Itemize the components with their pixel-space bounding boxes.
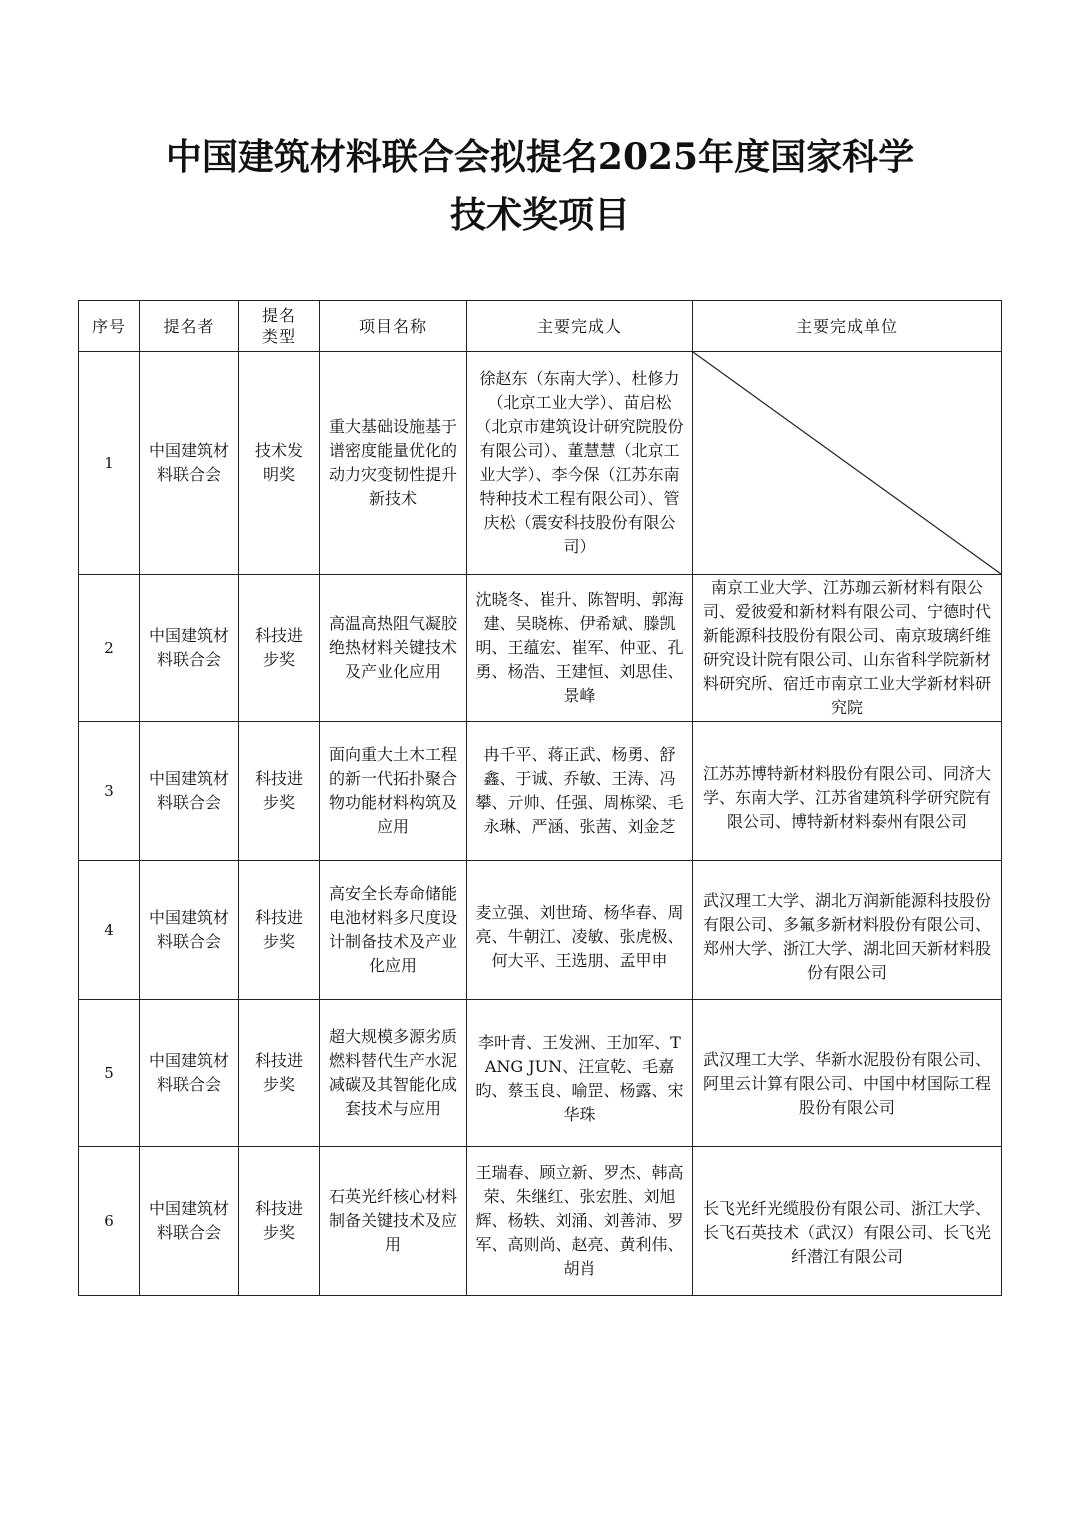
cell-seq: 6 (79, 1147, 140, 1296)
cell-type: 科技进步奖 (239, 1147, 320, 1296)
header-type: 提名类型 (239, 301, 320, 352)
cell-units: 武汉理工大学、湖北万润新能源科技股份有限公司、多氟多新材料股份有限公司、郑州大学、浙江大学、湖北回天新材料股份有限公司 (693, 861, 1002, 1000)
title-line-1: 中国建筑材料联合会拟提名2025年度国家科学 (165, 136, 915, 178)
cell-seq: 4 (79, 861, 140, 1000)
cell-nominator: 中国建筑材料联合会 (140, 575, 239, 722)
header-project: 项目名称 (320, 301, 467, 352)
table-row (79, 861, 1002, 1000)
cell-persons: 王瑞春、顾立新、罗杰、韩高荣、朱继红、张宏胜、刘旭辉、杨轶、刘涌、刘善沛、罗军、高则尚、赵亮、黄利伟、胡肖 (467, 1147, 693, 1296)
header-units: 主要完成单位 (693, 301, 1002, 352)
cell-type: 科技进步奖 (239, 1000, 320, 1147)
nomination-table (78, 300, 1002, 1296)
header-seq: 序号 (79, 301, 140, 352)
document-title (0, 128, 1080, 244)
cell-persons: 沈晓冬、崔升、陈智明、郭海建、吴晓栋、伊希斌、滕凯明、王蕴宏、崔军、仲亚、孔勇、杨浩、王建恒、刘思佳、景峰 (467, 575, 693, 722)
cell-units: 武汉理工大学、华新水泥股份有限公司、阿里云计算有限公司、中国中材国际工程股份有限公司 (693, 1000, 1002, 1147)
header-persons: 主要完成人 (467, 301, 693, 352)
cell-seq: 2 (79, 575, 140, 722)
cell-nominator: 中国建筑材料联合会 (140, 352, 239, 575)
table-row (79, 1147, 1002, 1296)
cell-type: 科技进步奖 (239, 575, 320, 722)
cell-seq: 5 (79, 1000, 140, 1147)
cell-project: 面向重大土木工程的新一代拓扑聚合物功能材料构筑及应用 (320, 722, 467, 861)
cell-project: 石英光纤核心材料制备关键技术及应用 (320, 1147, 467, 1296)
title-line-2: 技术奖项目 (449, 194, 630, 236)
cell-type: 技术发明奖 (239, 352, 320, 575)
cell-nominator: 中国建筑材料联合会 (140, 722, 239, 861)
cell-persons: 麦立强、刘世琦、杨华春、周亮、牛朝江、凌敏、张虎极、何大平、王选朋、孟甲申 (467, 861, 693, 1000)
cell-units-empty (693, 352, 1002, 575)
table-row (79, 722, 1002, 861)
table-row (79, 1000, 1002, 1147)
cell-persons: 李叶青、王发洲、王加军、TANG JUN、汪宣乾、毛嘉昀、蔡玉良、喻罡、杨露、宋华珠 (467, 1000, 693, 1147)
header-nominator: 提名者 (140, 301, 239, 352)
cell-nominator: 中国建筑材料联合会 (140, 861, 239, 1000)
cell-type: 科技进步奖 (239, 861, 320, 1000)
cell-units: 长飞光纤光缆股份有限公司、浙江大学、长飞石英技术（武汉）有限公司、长飞光纤潜江有限公司 (693, 1147, 1002, 1296)
cell-project: 超大规模多源劣质燃料替代生产水泥减碳及其智能化成套技术与应用 (320, 1000, 467, 1147)
cell-nominator: 中国建筑材料联合会 (140, 1147, 239, 1296)
cell-seq: 3 (79, 722, 140, 861)
table-row (79, 352, 1002, 575)
cell-persons: 冉千平、蒋正武、杨勇、舒鑫、于诚、乔敏、王涛、冯攀、亓帅、任强、周栋梁、毛永琳、严涵、张茜、刘金芝 (467, 722, 693, 861)
table-header-row (79, 301, 1002, 352)
table-row (79, 575, 1002, 722)
cell-units: 江苏苏博特新材料股份有限公司、同济大学、东南大学、江苏省建筑科学研究院有限公司、博特新材料泰州有限公司 (693, 722, 1002, 861)
cell-seq: 1 (79, 352, 140, 575)
cell-type: 科技进步奖 (239, 722, 320, 861)
cell-units: 南京工业大学、江苏珈云新材料有限公司、爱彼爱和新材料有限公司、宁德时代新能源科技股份有限公司、南京玻璃纤维研究设计院有限公司、山东省科学院新材料研究所、宿迁市南京工业大学新材料研究院 (693, 575, 1002, 722)
cell-project: 高安全长寿命储能电池材料多尺度设计制备技术及产业化应用 (320, 861, 467, 1000)
cell-persons: 徐赵东（东南大学）、杜修力（北京工业大学）、苗启松（北京市建筑设计研究院股份有限公司）、董慧慧（北京工业大学）、李今保（江苏东南特种技术工程有限公司）、管庆松（震安科技股份有限公司） (467, 352, 693, 575)
diagonal-slash-icon (693, 352, 1001, 574)
cell-nominator: 中国建筑材料联合会 (140, 1000, 239, 1147)
cell-project: 重大基础设施基于谱密度能量优化的动力灾变韧性提升新技术 (320, 352, 467, 575)
cell-project: 高温高热阻气凝胶绝热材料关键技术及产业化应用 (320, 575, 467, 722)
